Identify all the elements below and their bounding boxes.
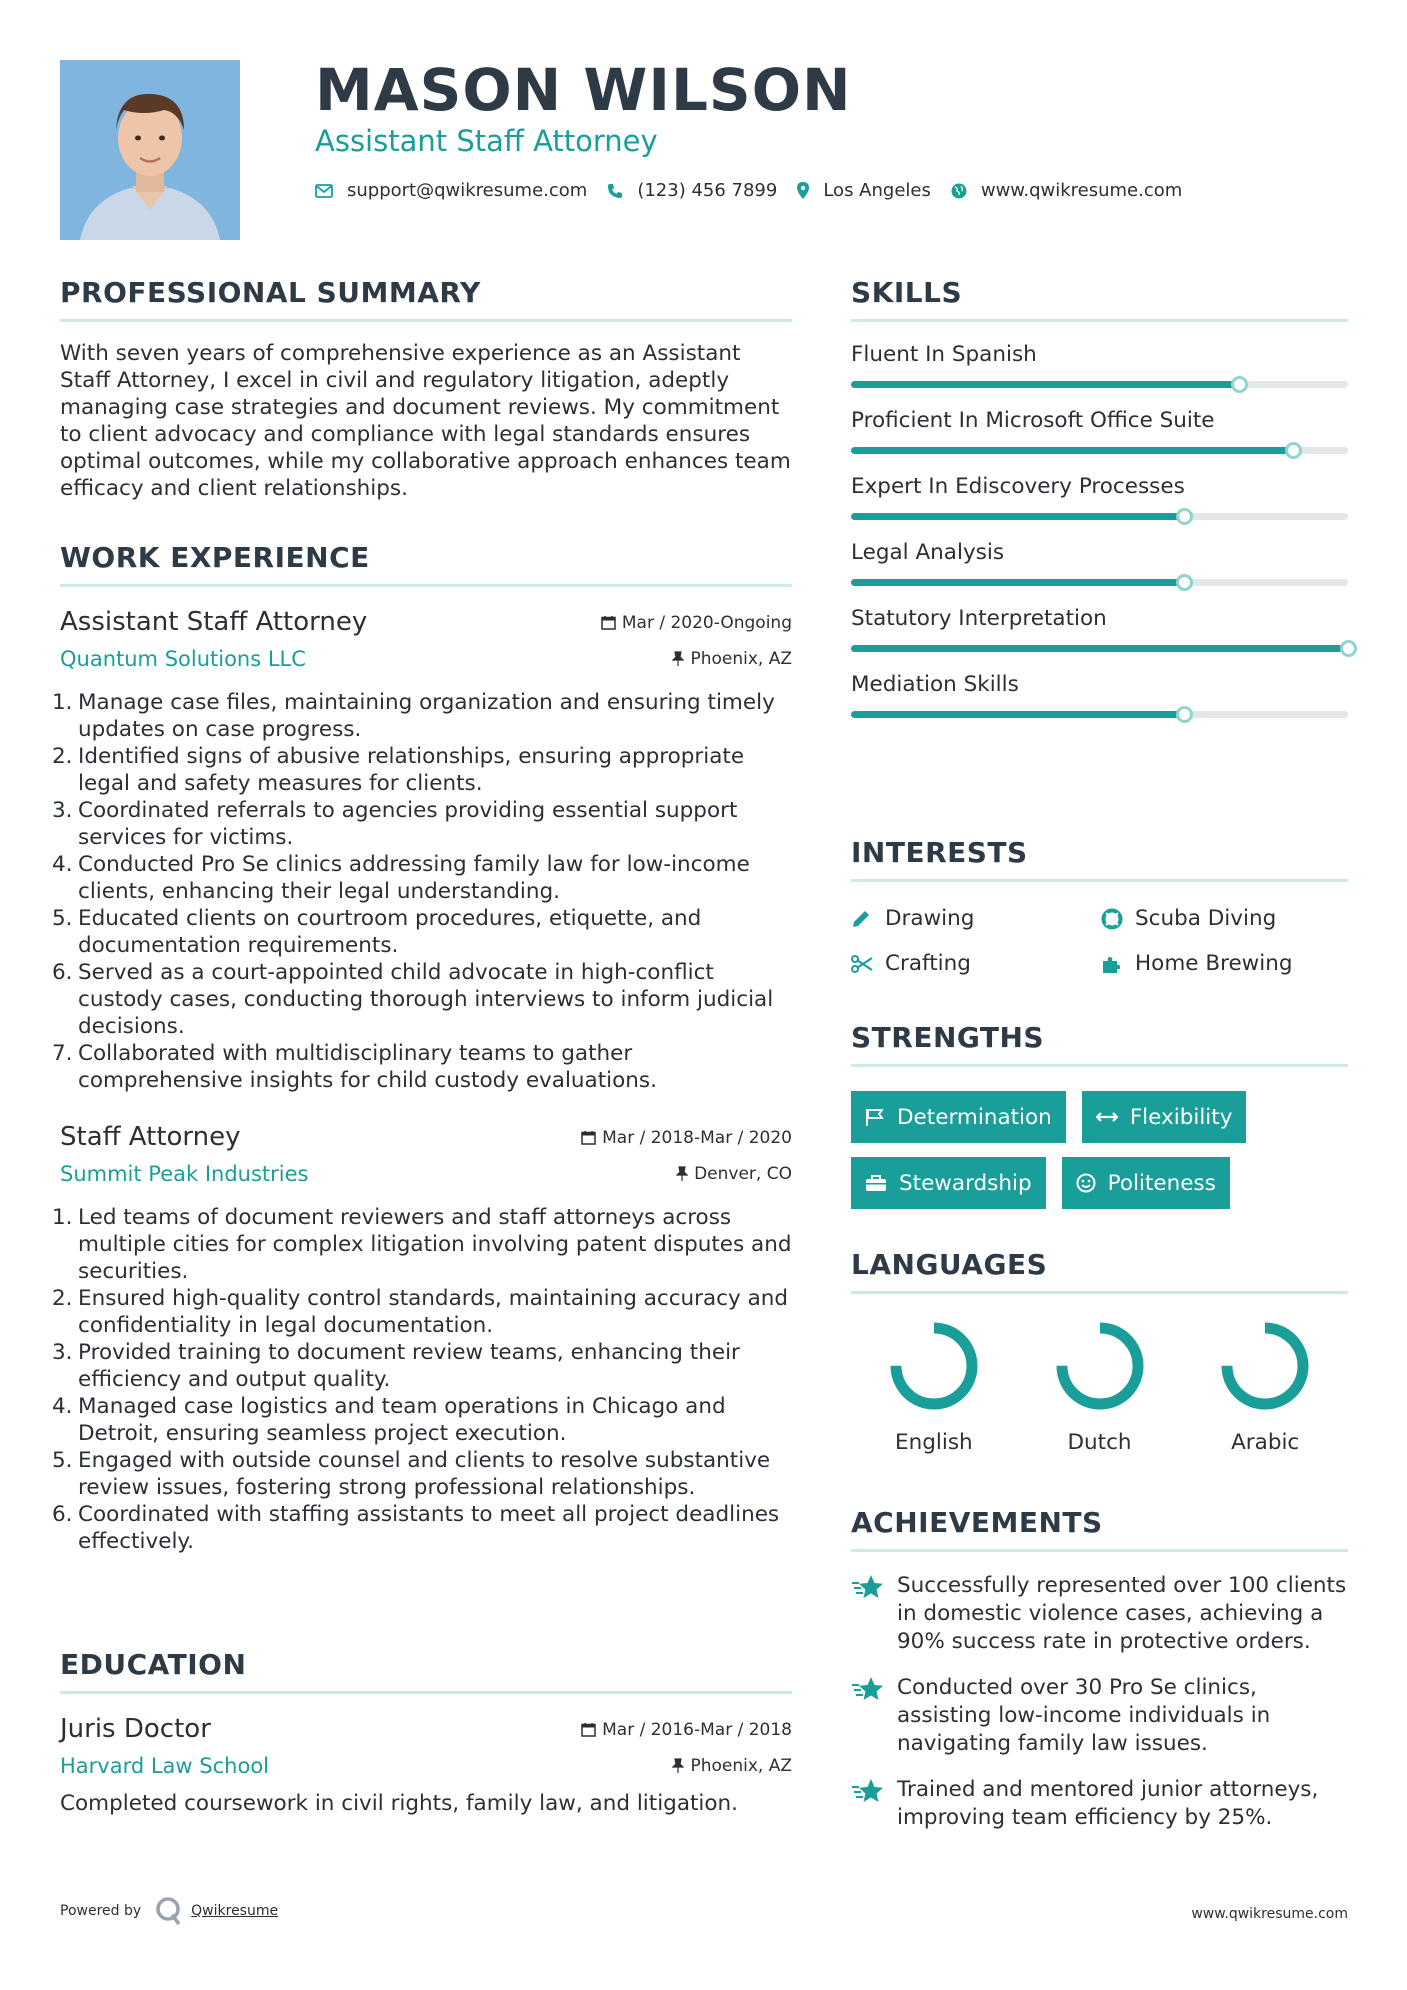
globe-icon bbox=[951, 183, 967, 199]
language-ring-arc bbox=[1062, 1328, 1138, 1404]
flag-icon bbox=[865, 1108, 885, 1126]
candidate-title: Assistant Staff Attorney bbox=[315, 124, 658, 158]
powered-by-text: Powered by bbox=[60, 1903, 142, 1919]
job-entry bbox=[52, 1122, 792, 1555]
education-location-text: Phoenix, AZ bbox=[690, 1755, 792, 1776]
skill-label: Expert In Ediscovery Processes bbox=[851, 474, 1185, 499]
skill-bar bbox=[851, 711, 1348, 718]
skill-knob bbox=[1340, 640, 1357, 657]
skill-item bbox=[851, 606, 1348, 652]
experience-heading: WORK EXPERIENCE bbox=[60, 541, 792, 587]
skill-bar bbox=[851, 513, 1348, 520]
list-item: 3. Coordinated referrals to agencies providing essential support services for victims. bbox=[52, 798, 738, 850]
skill-item bbox=[851, 474, 1348, 520]
skill-fill bbox=[851, 711, 1184, 718]
skill-fill bbox=[851, 513, 1184, 520]
skill-item bbox=[851, 672, 1348, 718]
footer-powered-by bbox=[60, 1896, 278, 1926]
language-item bbox=[1017, 1320, 1183, 1455]
contact-location bbox=[797, 180, 931, 201]
website-text: www.qwikresume.com bbox=[980, 180, 1183, 201]
education-date-text: Mar / 2016-Mar / 2018 bbox=[602, 1719, 792, 1740]
education-heading: EDUCATION bbox=[60, 1648, 792, 1694]
pin-icon bbox=[676, 1166, 688, 1181]
skills-list bbox=[851, 342, 1348, 718]
list-item: 1. Led teams of document reviewers and staff attorneys across multiple cities for complex litigation involving patent disputes and securities. bbox=[52, 1205, 792, 1284]
job-title: Staff Attorney bbox=[60, 1122, 241, 1152]
job-title: Assistant Staff Attorney bbox=[60, 607, 368, 637]
skill-fill bbox=[851, 381, 1239, 388]
language-label: Arabic bbox=[1231, 1430, 1300, 1455]
list-item: 5. Educated clients on courtroom procedures, etiquette, and documentation requirements. bbox=[52, 906, 702, 958]
skill-label: Statutory Interpretation bbox=[851, 606, 1107, 631]
skill-item bbox=[851, 342, 1348, 388]
star-icon bbox=[851, 1776, 897, 1832]
contact-phone[interactable] bbox=[607, 180, 777, 201]
list-item: 4. Conducted Pro Se clinics addressing family law for low-income clients, enhancing their legal understanding. bbox=[52, 852, 750, 904]
skill-item bbox=[851, 540, 1348, 586]
list-item: 3. Provided training to document review teams, enhancing their efficiency and output quality. bbox=[52, 1340, 740, 1392]
skill-fill bbox=[851, 645, 1348, 652]
experience-section bbox=[52, 541, 792, 1555]
skill-bar bbox=[851, 645, 1348, 652]
list-item: 1. Manage case files, maintaining organization and ensuring timely updates on case progress. bbox=[52, 690, 775, 742]
language-ring-arc bbox=[1227, 1328, 1303, 1404]
education-date bbox=[581, 1720, 792, 1740]
smile-icon bbox=[1076, 1173, 1096, 1193]
list-item: 6. Served as a court-appointed child advocate in high-conflict custody cases, conducting thorough interviews to inform judicial decisions. bbox=[52, 960, 774, 1039]
contact-email[interactable] bbox=[315, 180, 587, 201]
strengths-heading: STRENGTHS bbox=[851, 1021, 1348, 1067]
list-item: 7. Collaborated with multidisciplinary teams to gather comprehensive insights for child custody evaluations. bbox=[52, 1041, 657, 1093]
job-date bbox=[601, 613, 792, 633]
strength-tag: Determination bbox=[851, 1091, 1066, 1143]
list-item: 6. Coordinated with staffing assistants to meet all project deadlines effectively. bbox=[52, 1502, 780, 1554]
contact-bar bbox=[315, 180, 1202, 201]
skill-fill bbox=[851, 579, 1184, 586]
skills-heading: SKILLS bbox=[851, 276, 1348, 322]
achievements-section bbox=[851, 1506, 1348, 1832]
skill-fill bbox=[851, 447, 1293, 454]
life-ring-icon bbox=[1101, 908, 1135, 930]
strengths-section bbox=[851, 1021, 1348, 1209]
skill-bar bbox=[851, 381, 1348, 388]
language-ring-arc bbox=[896, 1328, 972, 1404]
strength-tag: Flexibility bbox=[1082, 1091, 1247, 1143]
scissors-icon bbox=[851, 955, 885, 973]
education-location bbox=[672, 1756, 792, 1776]
skill-knob bbox=[1231, 376, 1248, 393]
profile-photo bbox=[60, 60, 240, 240]
list-item: 2. Ensured high-quality control standards, maintaining accuracy and confidentiality in legal documentation. bbox=[52, 1286, 789, 1338]
calendar-icon bbox=[601, 615, 616, 630]
qwikresume-logo-icon bbox=[155, 1896, 183, 1926]
language-item bbox=[851, 1320, 1017, 1455]
language-label: English bbox=[895, 1430, 973, 1455]
strength-tag: Stewardship bbox=[851, 1157, 1046, 1209]
envelope-icon bbox=[315, 184, 333, 198]
email-text: support@qwikresume.com bbox=[347, 180, 588, 201]
summary-section bbox=[60, 276, 792, 502]
interest-item: Home Brewing bbox=[1101, 951, 1351, 976]
pin-icon bbox=[672, 1758, 684, 1773]
calendar-icon bbox=[581, 1130, 596, 1145]
duties-list bbox=[52, 689, 792, 1094]
job-location-text: Phoenix, AZ bbox=[690, 648, 792, 669]
skill-knob bbox=[1176, 508, 1193, 525]
achievement-item: Trained and mentored junior attorneys, improving team efficiency by 25%. bbox=[851, 1776, 1348, 1832]
achievements-heading: ACHIEVEMENTS bbox=[851, 1506, 1348, 1552]
interests-section bbox=[851, 836, 1348, 976]
arrows-h-icon bbox=[1096, 1111, 1118, 1123]
list-item: 2. Identified signs of abusive relationships, ensuring appropriate legal and safety measures for clients. bbox=[52, 744, 745, 796]
calendar-icon bbox=[581, 1722, 596, 1737]
list-item: 4. Managed case logistics and team operations in Chicago and Detroit, ensuring seamless project execution. bbox=[52, 1394, 726, 1446]
interests-heading: INTERESTS bbox=[851, 836, 1348, 882]
list-item: 5. Engaged with outside counsel and clients to resolve substantive review issues, fostering strong professional relationships. bbox=[52, 1448, 771, 1500]
language-item bbox=[1182, 1320, 1348, 1455]
company-name: Quantum Solutions LLC bbox=[60, 647, 306, 671]
job-date-text: Mar / 2020-Ongoing bbox=[621, 612, 792, 633]
language-ring bbox=[1054, 1320, 1146, 1412]
language-ring bbox=[888, 1320, 980, 1412]
job-entry bbox=[52, 607, 792, 1094]
education-section bbox=[60, 1648, 792, 1817]
phone-icon bbox=[607, 183, 623, 199]
puzzle-icon bbox=[1101, 954, 1135, 974]
job-location bbox=[676, 1164, 792, 1184]
language-label: Dutch bbox=[1067, 1430, 1132, 1455]
summary-text: With seven years of comprehensive experience as an Assistant Staff Attorney, I excel in civil and regulatory litigation, adeptly managing case strategies and document reviews. My commitment to client advocacy and compliance with legal standards ensures optimal outcomes, while my collaborative approach enhances team efficacy and client relationships. bbox=[60, 341, 791, 501]
candidate-name: MASON WILSON bbox=[315, 56, 852, 124]
interest-item: Scuba Diving bbox=[1101, 906, 1351, 931]
skill-label: Fluent In Spanish bbox=[851, 342, 1037, 367]
skills-section bbox=[851, 276, 1348, 718]
brand-link[interactable]: Qwikresume bbox=[191, 1903, 279, 1919]
job-date-text: Mar / 2018-Mar / 2020 bbox=[602, 1127, 792, 1148]
footer-url[interactable]: www.qwikresume.com bbox=[1191, 1906, 1348, 1922]
school-name: Harvard Law School bbox=[60, 1754, 269, 1778]
skill-knob bbox=[1285, 442, 1302, 459]
skill-knob bbox=[1176, 706, 1193, 723]
degree-title: Juris Doctor bbox=[60, 1714, 211, 1744]
skill-bar bbox=[851, 579, 1348, 586]
pin-icon bbox=[672, 651, 684, 666]
skill-label: Mediation Skills bbox=[851, 672, 1019, 697]
star-icon bbox=[851, 1572, 897, 1656]
briefcase-icon bbox=[865, 1174, 887, 1192]
achievement-item: Conducted over 30 Pro Se clinics, assisting low-income individuals in navigating family law issues. bbox=[851, 1674, 1348, 1758]
skill-label: Legal Analysis bbox=[851, 540, 1005, 565]
skill-knob bbox=[1176, 574, 1193, 591]
company-name: Summit Peak Industries bbox=[60, 1162, 309, 1186]
duties-list bbox=[52, 1204, 792, 1555]
languages-section bbox=[851, 1248, 1348, 1455]
interest-item: Drawing bbox=[851, 906, 1101, 931]
pencil-icon bbox=[851, 909, 885, 929]
job-location-text: Denver, CO bbox=[694, 1163, 792, 1184]
location-text: Los Angeles bbox=[823, 180, 931, 201]
map-marker-icon bbox=[797, 182, 809, 199]
language-ring bbox=[1219, 1320, 1311, 1412]
interest-item: Crafting bbox=[851, 951, 1101, 976]
job-location bbox=[672, 649, 792, 669]
job-date bbox=[581, 1128, 792, 1148]
strength-tag: Politeness bbox=[1062, 1157, 1230, 1209]
education-description: Completed coursework in civil rights, family law, and litigation. bbox=[60, 1791, 739, 1816]
skill-label: Proficient In Microsoft Office Suite bbox=[851, 408, 1215, 433]
languages-heading: LANGUAGES bbox=[851, 1248, 1348, 1294]
achievement-item: Successfully represented over 100 clients in domestic violence cases, achieving a 90% success rate in protective orders. bbox=[851, 1572, 1348, 1656]
skill-bar bbox=[851, 447, 1348, 454]
phone-text: (123) 456 7899 bbox=[637, 180, 778, 201]
skill-item bbox=[851, 408, 1348, 454]
contact-website[interactable] bbox=[951, 180, 1182, 201]
star-icon bbox=[851, 1674, 897, 1758]
summary-heading: PROFESSIONAL SUMMARY bbox=[60, 276, 792, 322]
